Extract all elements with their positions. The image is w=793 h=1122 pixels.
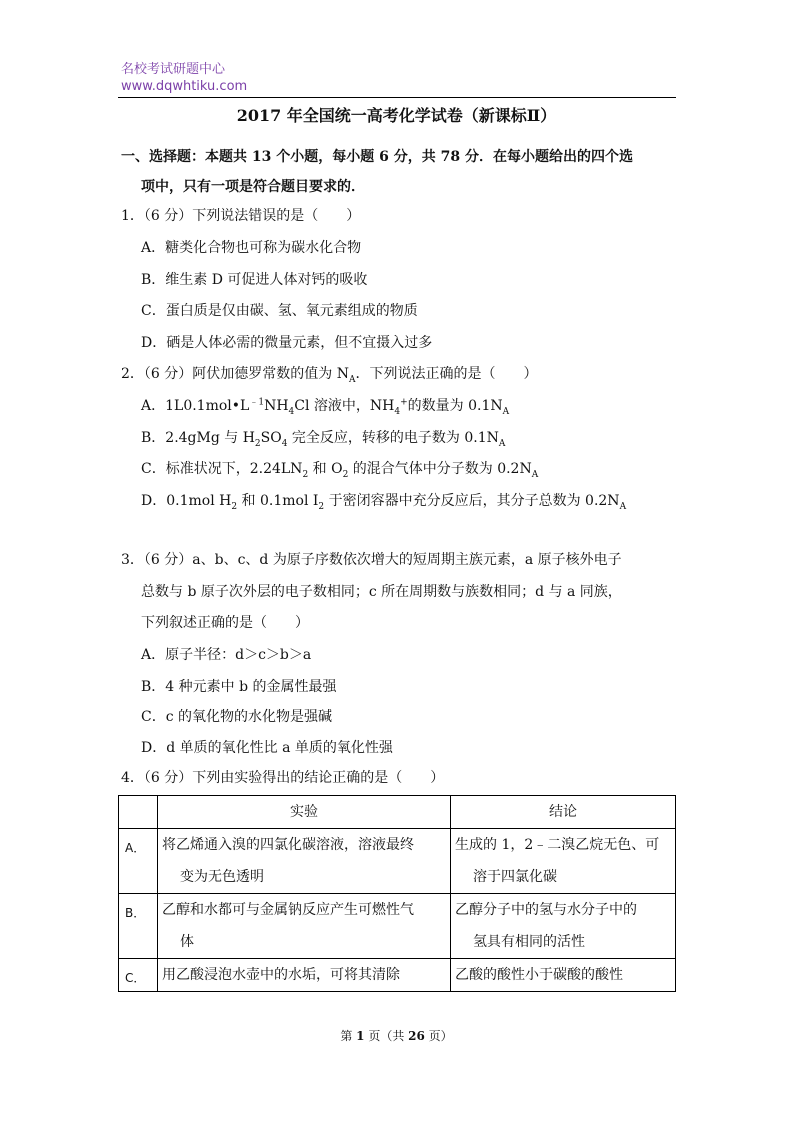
section-line-1: 一、选择题：本题共 13 个小题，每小题 6 分，共 78 分．在每小题给出的四个选 [121, 149, 633, 165]
q3-option-b: B．4 种元素中 b 的金属性最强 [141, 679, 337, 695]
q1-option-b: B．维生素 D 可促进人体对钙的吸收 [141, 272, 368, 288]
q3-stem-line-1: 3．（6 分）a、b、c、d 为原子序数依次增大的短周期主族元素，a 原子核外电子 [121, 552, 622, 568]
page-number: 1 [356, 1029, 365, 1043]
q3-option-a: A．原子半径：d＞c＞b＞a [141, 647, 312, 663]
page-title: 2017 年全国统一高考化学试卷（新课标Ⅱ） [236, 106, 557, 125]
page-footer: 第 1 页（共 26 页） [340, 1029, 453, 1043]
conclusion-text-cont: 氢具有相同的活性 [473, 934, 585, 950]
conclusion-text: 乙醇分子中的氢与水分子中的 [455, 902, 637, 918]
q2-option-c: C．标准状况下，$2.24LN_2$ 和 $O_2$ 的混合气体中分子数为 $0.2N_A$ [141, 461, 539, 480]
q3-option-c: C．c 的氧化物的水化物是强碱 [141, 709, 333, 725]
conclusion-text: 生成的 1，2﹣二溴乙烷无色、可 [455, 837, 660, 853]
conclusion-text: 乙酸的酸性小于碳酸的酸性 [455, 967, 623, 983]
q3-stem-line-3: 下列叙述正确的是（ ） [141, 615, 309, 631]
q3-option-d: D．d 单质的氧化性比 a 单质的氧化性强 [141, 740, 393, 756]
experiment-text: 将乙烯通入溴的四氯化碳溶液，溶液最终 [162, 837, 414, 853]
page-total: 26 [408, 1029, 425, 1043]
experiment-text: 乙醇和水都可与金属钠反应产生可燃性气 [162, 902, 414, 918]
experiment-text-cont: 体 [180, 934, 194, 950]
table-row [119, 959, 676, 992]
header-rule [118, 97, 676, 98]
q1-option-a: A．糖类化合物也可称为碳水化合物 [141, 240, 362, 256]
section-line-2: 项中，只有一项是符合题目要求的． [141, 179, 365, 195]
watermark-url[interactable]: www.dqwhtiku.com [121, 79, 248, 94]
q2-option-d: D．0.1mol $H_2$ 和 0.1mol $I_2$ 于密闭容器中充分反应后，其分子总数为 $0.2N_A$ [141, 493, 627, 512]
table-row [119, 829, 676, 894]
q1-option-d: D．硒是人体必需的微量元素，但不宜摄入过多 [141, 335, 433, 351]
experiment-text: 用乙酸浸泡水壶中的水垢，可将其清除 [162, 967, 400, 983]
table-header-row [119, 796, 676, 829]
watermark-name: 名校考试研题中心 [121, 62, 226, 77]
table-header-conclusion: 结论 [451, 796, 676, 829]
row-label: B． [125, 906, 146, 920]
table-row [119, 894, 676, 959]
table-header-experiment: 实验 [158, 796, 451, 829]
q1-option-c: C．蛋白质是仅由碳、氢、氧元素组成的物质 [141, 303, 418, 319]
q1-stem: 1．（6 分）下列说法错误的是（ ） [121, 208, 361, 224]
experiment-table [118, 795, 676, 992]
q2-option-b: B．2.4gMg 与 $H_2SO_4$ 完全反应，转移的电子数为 $0.1N_A$ [141, 430, 506, 449]
experiment-text-cont: 变为无色透明 [180, 869, 264, 885]
row-label: A． [125, 841, 146, 855]
q2-option-a: A．$1L0.1mol•L^{﹣1}NH_4Cl$ 溶液中，$NH_4^+$的数量为 $0.1N_A$ [141, 397, 510, 417]
conclusion-text-cont: 溶于四氯化碳 [473, 869, 557, 885]
q3-stem-line-2: 总数与 b 原子次外层的电子数相同；c 所在周期数与族数相同；d 与 a 同族， [141, 584, 622, 600]
q2-stem: 2．（6 分）阿伏加德罗常数的值为 $N_A$．下列说法正确的是（ ） [121, 366, 538, 385]
watermark [121, 61, 247, 95]
row-label: C． [125, 971, 146, 985]
table-header-blank [119, 796, 158, 829]
q4-stem: 4．（6 分）下列由实验得出的结论正确的是（ ） [121, 770, 445, 786]
